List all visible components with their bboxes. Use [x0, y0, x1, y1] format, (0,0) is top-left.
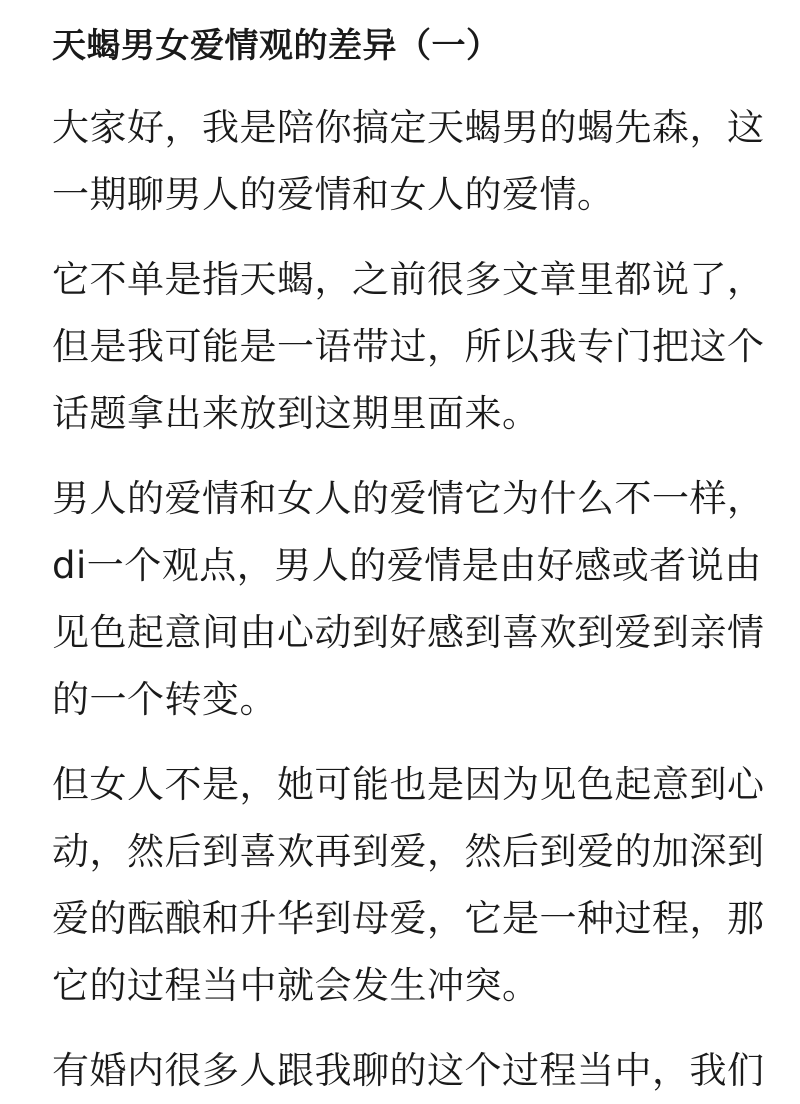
paragraph-line: 但女人不是，她可能也是因为见色起意到心 [52, 763, 765, 806]
paragraph-line: 男人的爱情和女人的爱情它为什么不一样， [52, 477, 765, 520]
paragraph-line: di一个观点，男人的爱情是由好感或者说由 [52, 544, 762, 587]
paragraph-line: 它不单是指天蝎，之前很多文章里都说了， [52, 258, 765, 301]
paragraph-3 [52, 465, 765, 733]
paragraph-line: 一期聊男人的爱情和女人的爱情。 [52, 173, 615, 216]
paragraph-line: 动，然后到喜欢再到爱，然后到爱的加深到 [52, 830, 765, 873]
paragraph-line: 话题拿出来放到这期里面来。 [52, 392, 540, 435]
paragraph-line: 的一个转变。 [52, 678, 277, 721]
paragraph-2 [52, 246, 765, 447]
article-title: 天蝎男女爱情观的差异（一） [52, 26, 501, 66]
paragraph-4 [52, 751, 765, 1019]
article [52, 0, 765, 1104]
paragraph-line: 它的过程当中就会发生冲突。 [52, 964, 540, 1007]
paragraph-1 [52, 94, 765, 228]
paragraph-5 [52, 1037, 765, 1104]
paragraph-line: 但是我可能是一语带过，所以我专门把这个 [52, 325, 765, 368]
paragraph-line: 大家好，我是陪你搞定天蝎男的蝎先森，这 [52, 106, 765, 149]
paragraph-line: 有婚内很多人跟我聊的这个过程当中，我们 [52, 1049, 765, 1092]
paragraph-line: 爱的酝酿和升华到母爱，它是一种过程，那 [52, 897, 765, 940]
paragraph-line: 见色起意间由心动到好感到喜欢到爱到亲情 [52, 611, 765, 654]
